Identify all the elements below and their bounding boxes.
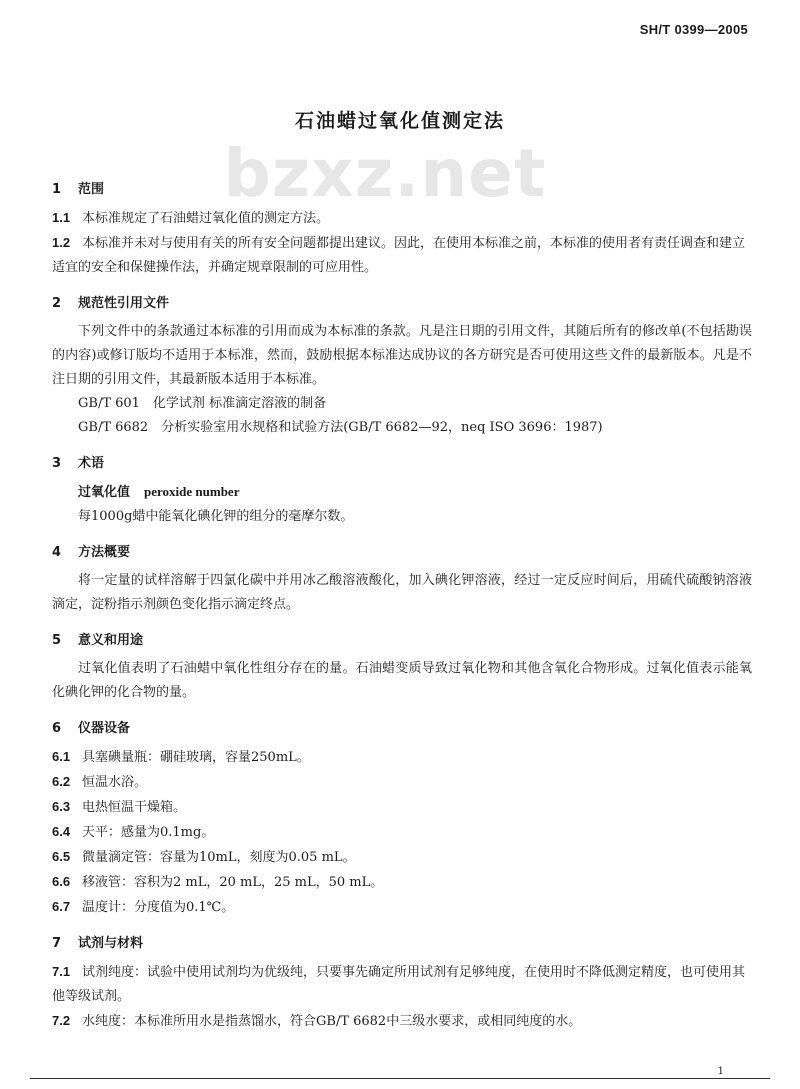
- clause-1-1: 1.1 本标准规定了石油蜡过氧化值的测定方法。: [52, 210, 330, 226]
- section-heading-reagents: 7 试剂与材料: [52, 936, 144, 951]
- watermark: bzxz.net: [223, 135, 547, 212]
- section-heading-scope: [52, 178, 752, 202]
- term-definition: 每1000g蜡中能氧化碘化钾的组分的毫摩尔数。: [78, 509, 354, 524]
- page-number: 1: [717, 1066, 724, 1077]
- section-heading-normative-references: 2 规范性引用文件: [52, 296, 170, 311]
- clause-1-2: 1.2 本标准并未对与使用有关的所有安全问题都提出建议。因此，在使用本标准之前，本标准的使用者有责任调查和建立适宜的安全和保健操作法，并确定规章限制的可应用性。: [52, 235, 746, 275]
- section-number: 1: [52, 182, 62, 197]
- method-summary-paragraph: 将一定量的试样溶解于四氯化碳中并用冰乙酸溶液酸化，加入碘化钾溶液，经过一定反应时间后，用硫代硫酸钠溶液滴定，淀粉指示剂颜色变化指示滴定终点。: [52, 573, 752, 612]
- clause-7-2: 7.2 水纯度：本标准所用水是指蒸馏水，符合GB/T 6682中三级水要求，或相同纯度的水。: [52, 1013, 582, 1029]
- clause-6-2: 6.2 恒温水浴。: [52, 774, 148, 790]
- references-paragraph: 下列文件中的条款通过本标准的引用而成为本标准的条款。凡是注日期的引用文件，其随后所有的修改单(不包括勘误的内容)或修订版均不适用于本标准，然而，鼓励根据本标准达成协议的各方研究是否可使用这些文件的最新版本。凡是不注日期的引用文件，其最新版本适用于本标准。: [52, 324, 752, 387]
- section-heading-method-summary: 4 方法概要: [52, 545, 131, 560]
- document-title: 石油蜡过氧化值测定法: [294, 110, 505, 132]
- section-title: 范围: [78, 182, 105, 197]
- section-heading-terms: 3 术语: [52, 456, 105, 471]
- clause-6-5: 6.5 微量滴定管：容量为10mL，刻度为0.05 mL。: [52, 849, 356, 865]
- clause-7-1: 7.1 试剂纯度：试验中使用试剂均为优级纯，只要事先确定所用试剂有足够纯度，在使用时不降低测定精度，也可使用其他等级试剂。: [52, 964, 746, 1004]
- section-heading-apparatus: 6 仪器设备: [52, 721, 131, 736]
- standard-code: SH/T 0399—2005: [639, 22, 748, 37]
- clause-6-3: 6.3 电热恒温干燥箱。: [52, 799, 187, 815]
- reference-gb-t-601: GB/T 601 化学试剂 标准滴定溶液的制备: [78, 396, 327, 411]
- section-heading-significance: 5 意义和用途: [52, 633, 144, 648]
- clause-6-1: 6.1 具塞碘量瓶：硼硅玻璃，容量250mL。: [52, 749, 310, 765]
- clause-6-7: 6.7 温度计：分度值为0.1℃。: [52, 899, 235, 915]
- clause-6-4: 6.4 天平：感量为0.1mg。: [52, 824, 215, 840]
- footer-rule: [30, 1078, 770, 1079]
- term-peroxide-number: 过氧化值 peroxide number: [78, 484, 240, 500]
- clause-6-6: 6.6 移液管：容积为2 mL，20 mL，25 mL，50 mL。: [52, 874, 384, 890]
- significance-paragraph: 过氧化值表明了石油蜡中氧化性组分存在的量。石油蜡变质导致过氧化物和其他含氧化合物形成。过氧化值表示能氧化碘化钾的化合物的量。: [52, 661, 752, 700]
- document-body: [52, 178, 752, 1034]
- reference-gb-t-6682: GB/T 6682 分析实验室用水规格和试验方法(GB/T 6682—92，neq ISO 3696：1987): [78, 420, 603, 435]
